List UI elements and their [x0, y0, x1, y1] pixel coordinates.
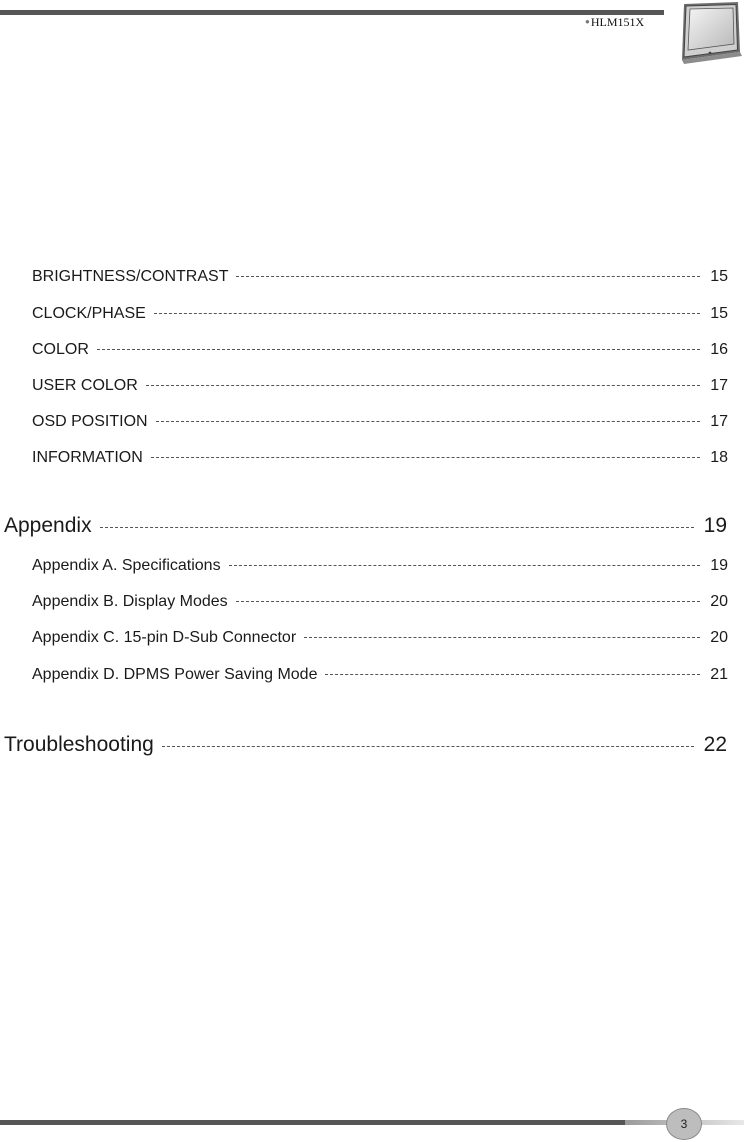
footer-rule — [0, 1120, 625, 1125]
toc-entry-page: 15 — [710, 268, 728, 285]
dot-leader — [154, 313, 700, 314]
toc-entry-label: Appendix B. Display Modes — [32, 593, 228, 610]
dot-leader — [97, 349, 700, 350]
toc-entry-information[interactable] — [32, 449, 728, 467]
dot-leader — [325, 674, 700, 675]
toc-entry-brightness-contrast[interactable] — [32, 268, 728, 286]
toc-entry-label: BRIGHTNESS/CONTRAST — [32, 268, 229, 285]
toc-entry-color[interactable] — [32, 341, 728, 359]
dot-leader — [151, 457, 700, 458]
toc-section-appendix[interactable] — [4, 514, 727, 538]
toc-entry-page: 18 — [710, 449, 728, 466]
page-number: 3 — [680, 1117, 688, 1131]
toc-entry-label: INFORMATION — [32, 449, 143, 466]
toc-entry-user-color[interactable] — [32, 377, 728, 395]
toc-entry-label: USER COLOR — [32, 377, 138, 394]
toc-section-troubleshooting[interactable] — [4, 733, 727, 757]
toc-entry-appendix-d[interactable] — [32, 666, 728, 684]
model-name: HLM151X — [590, 15, 645, 29]
toc-entry-appendix-a[interactable] — [32, 557, 728, 575]
toc-entry-label: COLOR — [32, 341, 89, 358]
toc-entry-page: 20 — [710, 593, 728, 610]
toc-entry-label: Appendix C. 15-pin D-Sub Connector — [32, 629, 297, 646]
dot-leader — [146, 385, 700, 386]
toc-entry-page: 16 — [710, 341, 728, 358]
toc-section-label: Troubleshooting — [4, 733, 154, 756]
dot-leader — [162, 746, 694, 747]
toc-section-label: Appendix — [4, 514, 92, 537]
toc-entry-osd-position[interactable] — [32, 413, 728, 431]
toc-entry-appendix-c[interactable] — [32, 629, 728, 647]
bullet-icon: ● — [585, 17, 590, 26]
dot-leader — [156, 421, 701, 422]
dot-leader — [236, 276, 700, 277]
dot-leader — [236, 601, 701, 602]
dot-leader — [100, 527, 694, 528]
toc-entry-page: 17 — [710, 377, 728, 394]
toc-entry-page: 20 — [710, 629, 728, 646]
header-rule — [0, 10, 664, 15]
toc-section-page: 19 — [703, 514, 727, 537]
dot-leader — [304, 637, 700, 638]
toc-section-page: 22 — [703, 733, 727, 756]
toc-entry-label: Appendix D. DPMS Power Saving Mode — [32, 666, 318, 683]
toc-entry-label: CLOCK/PHASE — [32, 305, 146, 322]
model-label — [585, 15, 644, 30]
toc-entry-page: 15 — [710, 305, 728, 322]
toc-entry-label: OSD POSITION — [32, 413, 148, 430]
page-number-badge — [666, 1108, 702, 1140]
toc-entry-page: 21 — [710, 666, 728, 683]
toc-entry-appendix-b[interactable] — [32, 593, 728, 611]
toc-entry-label: Appendix A. Specifications — [32, 557, 221, 574]
monitor-icon — [674, 0, 744, 66]
dot-leader — [229, 565, 701, 566]
toc-entry-page: 17 — [710, 413, 728, 430]
toc-entry-page: 19 — [710, 557, 728, 574]
toc-entry-clock-phase[interactable] — [32, 305, 728, 323]
